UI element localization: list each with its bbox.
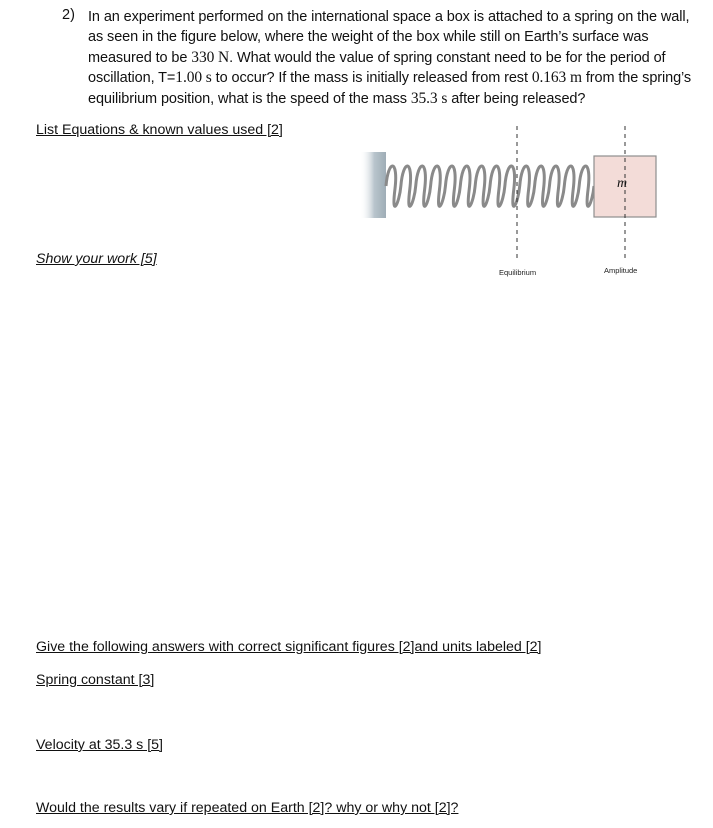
question-text-segment: In an experiment performed on the international space a box is attached to a spring on the wall, as seen in the figure below, where the weight of the box while still on Earth’s surface was measured to be [88,9,690,66]
question-quantity: 1.00 s [175,69,212,87]
question-text-segment: from the spring’s equilibrium position, what is the speed of the mass [88,70,692,107]
question-text-segment: . What would the value of spring constant need to be for the period of oscillation, T= [88,49,666,87]
wall [360,152,386,218]
question-text-segment: after being released? [447,90,586,107]
answers-instructions-label: Give the following answers with correct significant figures [2]and units labeled [2] [36,639,542,655]
question-text-segment: to occur? If the mass is initially released from rest [211,70,532,87]
equations-label: List Equations & known values used [2] [36,122,283,138]
question-number: 2) [62,7,75,23]
show-work-label: Show your work [5] [36,251,157,267]
question-quantity: 35.3 s [410,89,448,107]
velocity-label: Velocity at 35.3 s [5] [36,737,163,753]
amplitude-label: Amplitude [604,266,638,275]
question-quantity: 330 N [191,48,230,66]
equilibrium-label: Equilibrium [499,268,537,277]
spring-coil [386,166,594,206]
earth-question-label: Would the results vary if repeated on Earth [2]? why or why not [2]? [36,800,459,816]
spring-constant-label: Spring constant [3] [36,672,155,688]
mass-label: m [617,176,628,191]
question-quantity: 0.163 m [531,69,582,87]
